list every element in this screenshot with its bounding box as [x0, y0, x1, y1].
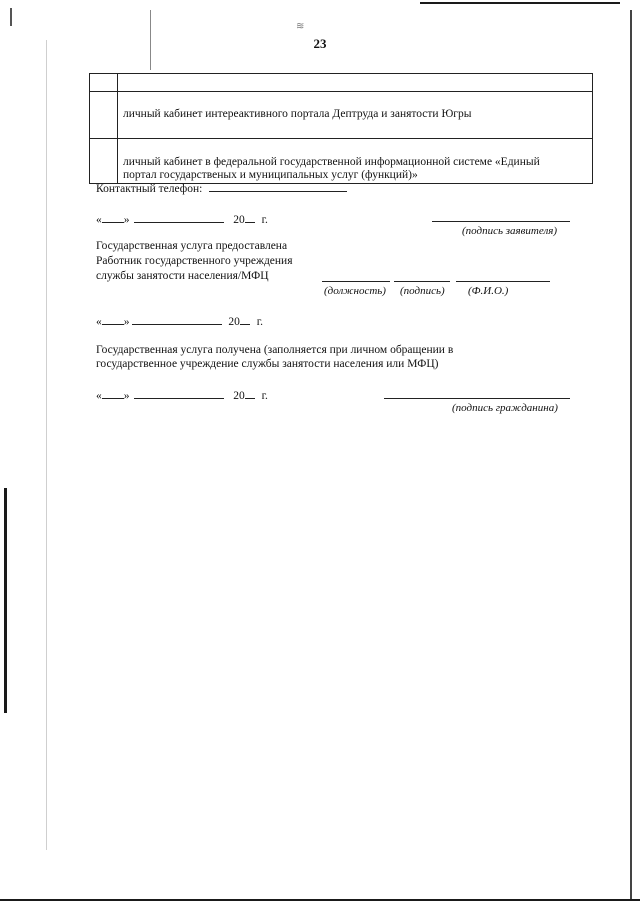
table-row — [90, 92, 593, 139]
year-prefix: 20 — [233, 390, 245, 402]
applicant-signature-caption: (подпись заявителя) — [462, 225, 558, 237]
year-prefix: 20 — [233, 214, 245, 226]
scan-right-edge — [630, 10, 632, 900]
year-field[interactable] — [240, 313, 250, 325]
year-prefix: 20 — [228, 316, 240, 328]
day-field[interactable] — [102, 211, 124, 223]
table-cell-text-line: портал государственых и муниципальных услуг (функций)» — [123, 169, 418, 181]
applicant-signature-line[interactable] — [432, 221, 570, 222]
scan-top-rule — [420, 2, 620, 4]
table-row — [90, 139, 593, 184]
service-provided-line: Работник государственного учреждения — [96, 255, 293, 267]
month-field[interactable] — [134, 211, 224, 223]
open-quote: « — [96, 214, 102, 226]
table-cell-text-line: личный кабинет в федеральной государственной информационной системе «Единый — [123, 156, 540, 168]
year-suffix: г. — [261, 214, 268, 226]
applicant-date-row — [96, 211, 268, 227]
service-received-line: государственное учреждение службы занятости населения или МФЦ) — [96, 358, 439, 370]
scan-left-faint-line — [46, 40, 47, 850]
scan-bottom-rule — [0, 899, 640, 901]
year-suffix: г. — [256, 316, 264, 328]
citizen-signature-line[interactable] — [384, 398, 570, 399]
table-cell-text — [118, 74, 593, 92]
full-name-line[interactable] — [456, 281, 550, 282]
year-field[interactable] — [245, 211, 255, 223]
signature-line[interactable] — [394, 281, 450, 282]
table-cell-text: личный кабинет интереактивного портала Дептруда и занятости Югры — [118, 92, 593, 139]
contact-phone-row — [96, 180, 347, 196]
close-quote: » — [123, 214, 130, 226]
position-line[interactable] — [322, 281, 390, 282]
scan-top-mark: ≋ — [296, 21, 305, 32]
scan-left-margin-bar — [4, 488, 7, 713]
delivery-options-table — [89, 73, 593, 184]
table-cell-text — [118, 139, 593, 184]
full-name-caption: (Ф.И.О.) — [468, 285, 509, 297]
scan-top-left-tick — [10, 8, 12, 26]
contact-phone-field[interactable] — [209, 180, 347, 192]
close-quote: » — [123, 316, 130, 328]
contact-phone-label: Контактный телефон: — [96, 183, 203, 195]
signature-caption: (подпись) — [400, 285, 445, 297]
open-quote: « — [96, 316, 102, 328]
position-caption: (должность) — [324, 285, 386, 297]
day-field[interactable] — [102, 387, 124, 399]
year-suffix: г. — [261, 390, 268, 402]
citizen-signature-caption: (подпись гражданина) — [452, 402, 558, 414]
close-quote: » — [123, 390, 130, 402]
open-quote: « — [96, 390, 102, 402]
table-cell-number — [90, 74, 118, 92]
day-field[interactable] — [102, 313, 124, 325]
service-received-line: Государственная услуга получена (заполняется при личном обращении в — [96, 344, 454, 356]
month-field[interactable] — [134, 387, 224, 399]
service-provided-line: Государственная услуга предоставлена — [96, 240, 288, 252]
table-row — [90, 74, 593, 92]
service-provided-line: службы занятости населения/МФЦ — [96, 270, 269, 282]
month-field[interactable] — [132, 313, 222, 325]
table-cell-number — [90, 139, 118, 184]
year-field[interactable] — [245, 387, 255, 399]
table-cell-number — [90, 92, 118, 139]
page-number: 23 — [313, 36, 327, 51]
citizen-date-row — [96, 387, 268, 403]
provider-date-row — [96, 313, 263, 329]
